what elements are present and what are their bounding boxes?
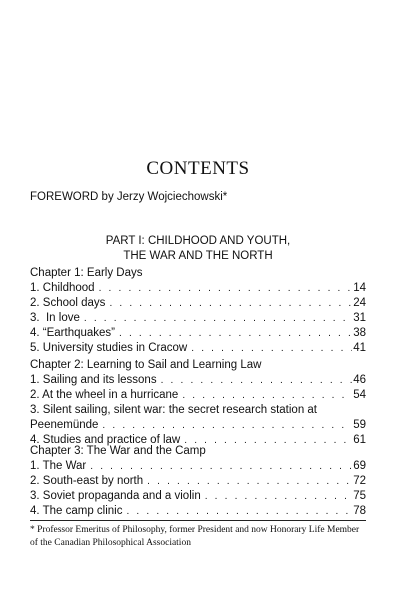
foreword-entry: FOREWORD by Jerzy Wojciechowski*	[30, 191, 228, 203]
toc-page	[30, 0, 366, 600]
toc-entry	[30, 326, 366, 341]
chapter-2	[30, 358, 366, 448]
entry-page-number: 46	[353, 374, 366, 386]
toc-entry	[30, 296, 366, 311]
dot-leader	[191, 341, 352, 356]
entry-page-number: 54	[353, 389, 366, 401]
toc-entry	[30, 459, 366, 474]
dot-leader	[102, 418, 352, 433]
toc-entry	[30, 504, 366, 519]
part-heading	[30, 234, 366, 264]
entry-label: 4. “Earthquakes”	[30, 327, 116, 339]
chapter-entries	[30, 459, 366, 519]
dot-leader	[99, 281, 353, 296]
page-title: CONTENTS	[146, 158, 250, 179]
entry-label: 3. In love	[30, 312, 80, 324]
entry-page-number: 61	[353, 434, 366, 446]
toc-entry	[30, 418, 366, 433]
chapter-1	[30, 266, 366, 356]
dot-leader	[90, 459, 352, 474]
entry-label: 1. Sailing and its lessons	[30, 374, 157, 386]
entry-label: 4. The camp clinic	[30, 505, 123, 517]
entry-page-number: 38	[353, 327, 366, 339]
footnote: * Professor Emeritus of Philosophy, former President and now Honorary Life Member of the Canadian Philosophical Association	[30, 525, 360, 548]
entry-page-number: 78	[353, 505, 366, 517]
entry-page-number: 24	[353, 297, 366, 309]
entry-label: Peenemünde	[30, 419, 99, 431]
toc-entry	[30, 373, 366, 388]
entry-label: 3. Soviet propaganda and a violin	[30, 490, 201, 502]
entry-page-number: 75	[353, 490, 366, 502]
part-heading-line-2: THE WAR AND THE NORTH	[123, 250, 273, 262]
chapter-title: Chapter 1: Early Days	[30, 267, 143, 279]
entry-label: 2. School days	[30, 297, 106, 309]
toc-entry	[30, 341, 366, 356]
entry-page-number: 72	[353, 475, 366, 487]
toc-entry	[30, 489, 366, 504]
chapter-3	[30, 444, 366, 519]
dot-leader	[109, 296, 352, 311]
dot-leader	[119, 326, 352, 341]
entry-label: 4. Studies and practice of law	[30, 434, 181, 446]
chapter-entries	[30, 373, 366, 448]
entry-page-number: 59	[353, 419, 366, 431]
entry-label: 1. The War	[30, 460, 87, 472]
chapter-entries	[30, 281, 366, 356]
dot-leader	[126, 504, 352, 519]
toc-entry-multiline	[30, 403, 366, 433]
entry-label: 1. Childhood	[30, 282, 95, 294]
dot-leader	[205, 489, 352, 504]
entry-page-number: 41	[353, 342, 366, 354]
entry-page-number: 69	[353, 460, 366, 472]
toc-entry	[30, 474, 366, 489]
entry-page-number: 31	[353, 312, 366, 324]
toc-entry	[30, 311, 366, 326]
toc-entry	[30, 281, 366, 296]
chapter-title: Chapter 2: Learning to Sail and Learning Law	[30, 359, 262, 371]
dot-leader	[84, 311, 352, 326]
dot-leader	[147, 474, 352, 489]
entry-label-line-1: 3. Silent sailing, silent war: the secret research station at	[30, 404, 318, 416]
toc-entry	[30, 388, 366, 403]
dot-leader	[161, 373, 353, 388]
entry-label: 2. At the wheel in a hurricane	[30, 389, 179, 401]
dot-leader	[182, 388, 352, 403]
footnote-divider	[30, 520, 366, 521]
part-heading-line-1: PART I: CHILDHOOD AND YOUTH,	[105, 235, 291, 247]
entry-page-number: 14	[353, 282, 366, 294]
entry-label: 5. University studies in Cracow	[30, 342, 188, 354]
entry-label: 2. South-east by north	[30, 475, 144, 487]
chapter-title: Chapter 3: The War and the Camp	[30, 445, 206, 457]
